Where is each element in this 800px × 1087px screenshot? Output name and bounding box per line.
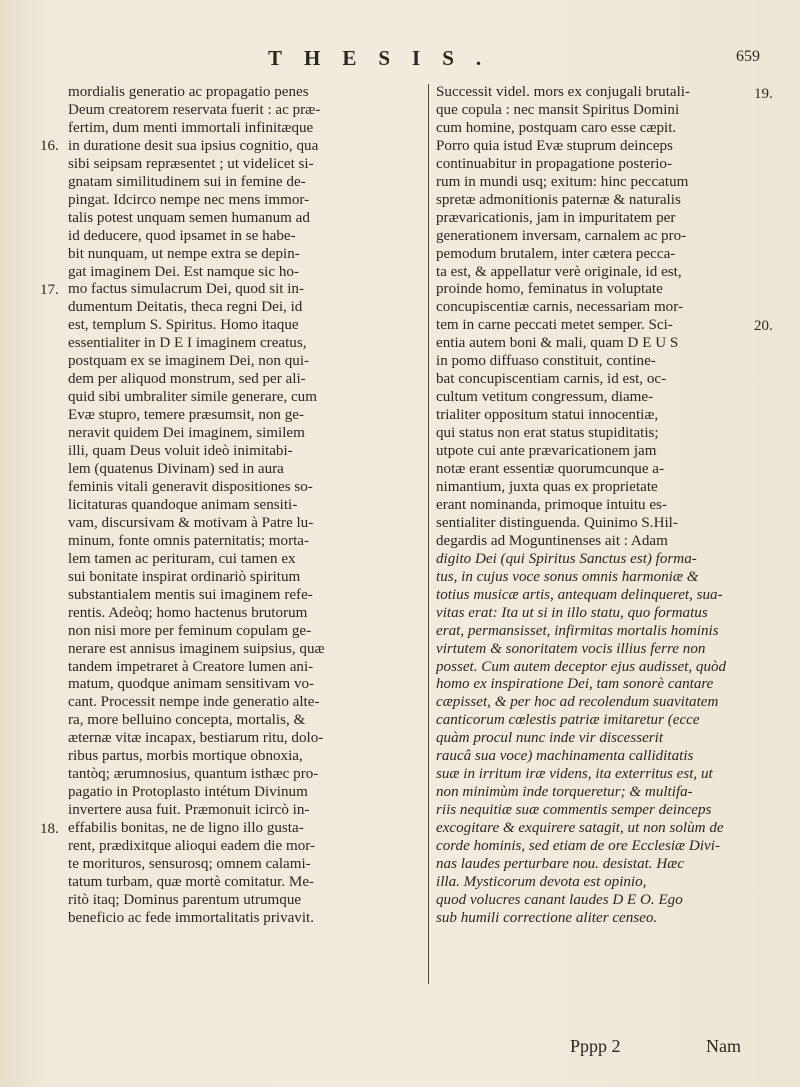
text-line: feminis vitali generavit dispositiones so- (68, 478, 313, 495)
text-line: nerare est annisus imaginem suipsius, quæ (68, 640, 325, 657)
text-line: quid sibi umbraliter simile generare, cum (68, 389, 317, 406)
text-line: tantòq; ærumnosius, quantum isthæc pro- (68, 766, 319, 783)
text-line: tem in carne peccati metet semper. Sci- (436, 317, 673, 334)
text-line: gnatam similitudinem sui in femine de- (68, 173, 306, 190)
margin-number-20: 20. (754, 318, 773, 334)
text-line: homo ex inspiratione Dei, tam sonorè cantare (436, 676, 714, 693)
text-line: virtutem & sonoritatem vocis illius ferre non (436, 640, 706, 657)
text-line: dumentum Deitatis, theca regni Dei, id (68, 299, 303, 316)
margin-number-16: 16. (40, 138, 59, 154)
text-line: concupiscentiæ carnis, necessariam mor- (436, 299, 683, 316)
text-line: lem (quatenus Divinam) sed in aura (68, 461, 284, 478)
text-line: pagatio in Protoplasto intétum Divinum (68, 784, 308, 801)
text-line: qui status non erat status stupiditatis; (436, 425, 659, 442)
text-line: effabilis bonitas, ne de ligno illo gusta- (68, 820, 304, 837)
text-line: bat concupiscentiam carnis, id est, oc- (436, 371, 667, 388)
text-line: vam, discursivam & motivam à Patre lu- (68, 514, 314, 531)
catchword: Nam (706, 1036, 741, 1056)
text-line: illi, quam Deus voluit ideò inimitabi- (68, 443, 293, 460)
text-line: cæpisset, & per hoc ad recolendum suavitatem (436, 694, 719, 711)
column-divider (428, 84, 429, 984)
text-line: minum, fonte omnis paternitatis; morta- (68, 532, 310, 549)
text-line: sibi seipsam repræsentet ; ut videlicet si- (68, 155, 314, 172)
text-line: sentialiter distinguenda. Quinimo S.Hil- (436, 514, 678, 531)
text-line: continuabitur in propagatione posterio- (436, 155, 672, 172)
text-line: bit nunquam, ut nempe extra se depin- (68, 245, 300, 262)
text-line: est, templum S. Spiritus. Homo itaque (68, 317, 299, 334)
text-line: sui bonitate inspirat ordinariò spiritum (68, 568, 301, 585)
text-line: illa. Mysticorum devota est opinio, (436, 873, 647, 890)
text-line: spretæ admonitionis paternæ & naturalis (436, 191, 681, 208)
text-line: Evæ stupro, temere præsumsit, non ge- (68, 407, 305, 424)
margin-number-18: 18. (40, 821, 59, 837)
text-line: tatum turbam, quæ mortè comitatur. Me- (68, 873, 315, 890)
text-line: cultum vetitum congressum, diame- (436, 389, 654, 406)
text-line: pemodum brutalem, inter cætera pecca- (436, 245, 676, 262)
page-header (0, 46, 800, 76)
text-line: in duratione desit sua ipsius cognitio, qua (68, 137, 319, 154)
text-line: generationem inversam, carnalem ac pro- (436, 227, 687, 244)
page-footer (0, 1036, 800, 1060)
page-number: 659 (736, 48, 760, 65)
text-line: lem tamen ac perituram, cui tamen ex (68, 550, 296, 567)
text-line: matum, quodque animam sensitivam vo- (68, 676, 315, 693)
margin-number-17: 17. (40, 282, 59, 298)
text-line: corde hominis, sed etiam de ore Ecclesiæ Divi- (436, 838, 720, 855)
text-line: invertere ausa fuit. Præmonuit icircò in- (68, 802, 310, 819)
text-line: mo factus simulacrum Dei, quod sit in- (68, 281, 305, 298)
text-line: æternæ vitæ incapax, bestiarum ritu, dolo- (68, 730, 324, 747)
text-line: sub humili correctione aliter censeo. (436, 909, 658, 926)
text-line: Successit videl. mors ex conjugali brutali- (436, 84, 691, 100)
text-line: digito Dei (qui Spiritus Sanctus est) forma- (436, 550, 697, 567)
text-line: dem per aliquod monstrum, sed per ali- (68, 371, 306, 388)
text-line: erat, permansisset, infirmitas mortalis hominis (436, 622, 719, 639)
text-line: trialiter oppositum statui innocentiæ, (436, 407, 659, 424)
text-line: gat imaginem Dei. Est namque sic ho- (68, 263, 299, 280)
text-line: ritò itaq; Dominus parentum utrumque (68, 891, 302, 908)
text-line: prævaricationis, jam in impuritatem per (436, 209, 676, 226)
text-line: pingat. Idcirco nempe nec mens immor- (68, 191, 310, 208)
text-line: proinde homo, feminatus in voluptate (436, 281, 663, 298)
text-line: cant. Processit nempe inde generatio alte- (68, 694, 320, 711)
text-line: non nisi more per feminum copulam ge- (68, 622, 312, 639)
text-line: erant nominanda, primoque intuitu es- (436, 496, 667, 513)
text-line: suæ in irritum iræ videns, ita exterritus est, ut (436, 766, 713, 783)
text-line: totius musicæ artis, antequam delinqueret, sua- (436, 586, 723, 603)
text-line: postquam ex se imaginem Dei, non qui- (68, 353, 310, 370)
text-line: licitaturas quandoque animam sensiti- (68, 496, 298, 513)
text-line: mordialis generatio ac propagatio penes (68, 84, 309, 100)
text-line: beneficio ac fede immortalitatis privavit. (68, 909, 315, 926)
text-line: in pomo diffuaso constituit, contine- (436, 353, 656, 370)
text-line: quàm procul nunc inde vir discesserit (436, 730, 664, 747)
text-line: ta est, & appellatur verè originale, id est, (436, 263, 682, 280)
text-line: raucâ sua voce) machinamenta calliditatis (436, 748, 694, 765)
text-line: utpote cui ante prævaricationem jam (436, 443, 657, 460)
text-line: nimantium, juxta quas ex proprietate (436, 478, 658, 495)
text-line: tus, in cujus voce sonus omnis harmoniæ & (436, 568, 699, 585)
text-line: canticorum cœlestis patriæ imitaretur (ecce (436, 712, 700, 729)
running-title: THESIS. (268, 46, 504, 70)
text-line: riis nequitiæ suæ commentis semper deinceps (436, 802, 712, 819)
text-line: nas laudes perturbare nou. desistat. Hæc (436, 855, 685, 872)
left-text-column (68, 84, 424, 928)
text-line: te morituros, sensurosq; omnem calami- (68, 855, 311, 872)
text-line: talis potest unquam semen humanum ad (68, 209, 310, 226)
signature-mark: Pppp 2 (570, 1036, 621, 1056)
margin-number-19: 19. (754, 86, 773, 102)
text-line: ra, more belluino concepta, mortalis, & (68, 712, 306, 729)
text-line: substantialem mentis sui imaginem refe- (68, 586, 313, 603)
text-line: excogitare & exquirere satagit, ut non solùm de (436, 820, 724, 837)
text-line: non minimùm inde torqueretur; & multifa- (436, 784, 693, 801)
text-line: entia autem boni & mali, quam D E U S (436, 335, 679, 352)
text-line: neravit quidem Dei imaginem, similem (68, 425, 305, 442)
text-line: rentis. Adeòq; homo hactenus brutorum (68, 604, 308, 621)
text-line: notæ erant essentiæ quorumcunque a- (436, 461, 665, 478)
text-line: degardis ad Moguntinenses ait : Adam (436, 532, 668, 549)
text-line: vitas erat: Ita ut si in illo statu, quo formatus (436, 604, 708, 621)
text-line: ribus partus, morbis mortique obnoxia, (68, 748, 303, 765)
right-text-column (436, 84, 748, 928)
text-line: cum homine, postquam caro esse cæpit. (436, 119, 677, 136)
text-line: essentialiter in D E I imaginem creatus, (68, 335, 307, 352)
text-line: Deum creatorem reservata fuerit : ac præ- (68, 101, 321, 118)
text-line: posset. Cum autem deceptor ejus audisset, quòd (436, 658, 727, 675)
text-line: quod volucres canant laudes D E O. Ego (436, 891, 683, 908)
text-line: rent, prædixitque alioqui eadem die mor- (68, 838, 315, 855)
text-line: que copula : nec mansit Spiritus Domini (436, 101, 680, 118)
text-line: Porro quia istud Evæ stuprum deinceps (436, 137, 673, 154)
text-line: fertim, dum menti immortali infinitæque (68, 119, 314, 136)
text-line: tandem impetraret à Creatore lumen ani- (68, 658, 314, 675)
text-line: rum in mundi usq; exitum: hinc peccatum (436, 173, 689, 190)
text-line: id deducere, quod ipsamet in se habe- (68, 227, 296, 244)
